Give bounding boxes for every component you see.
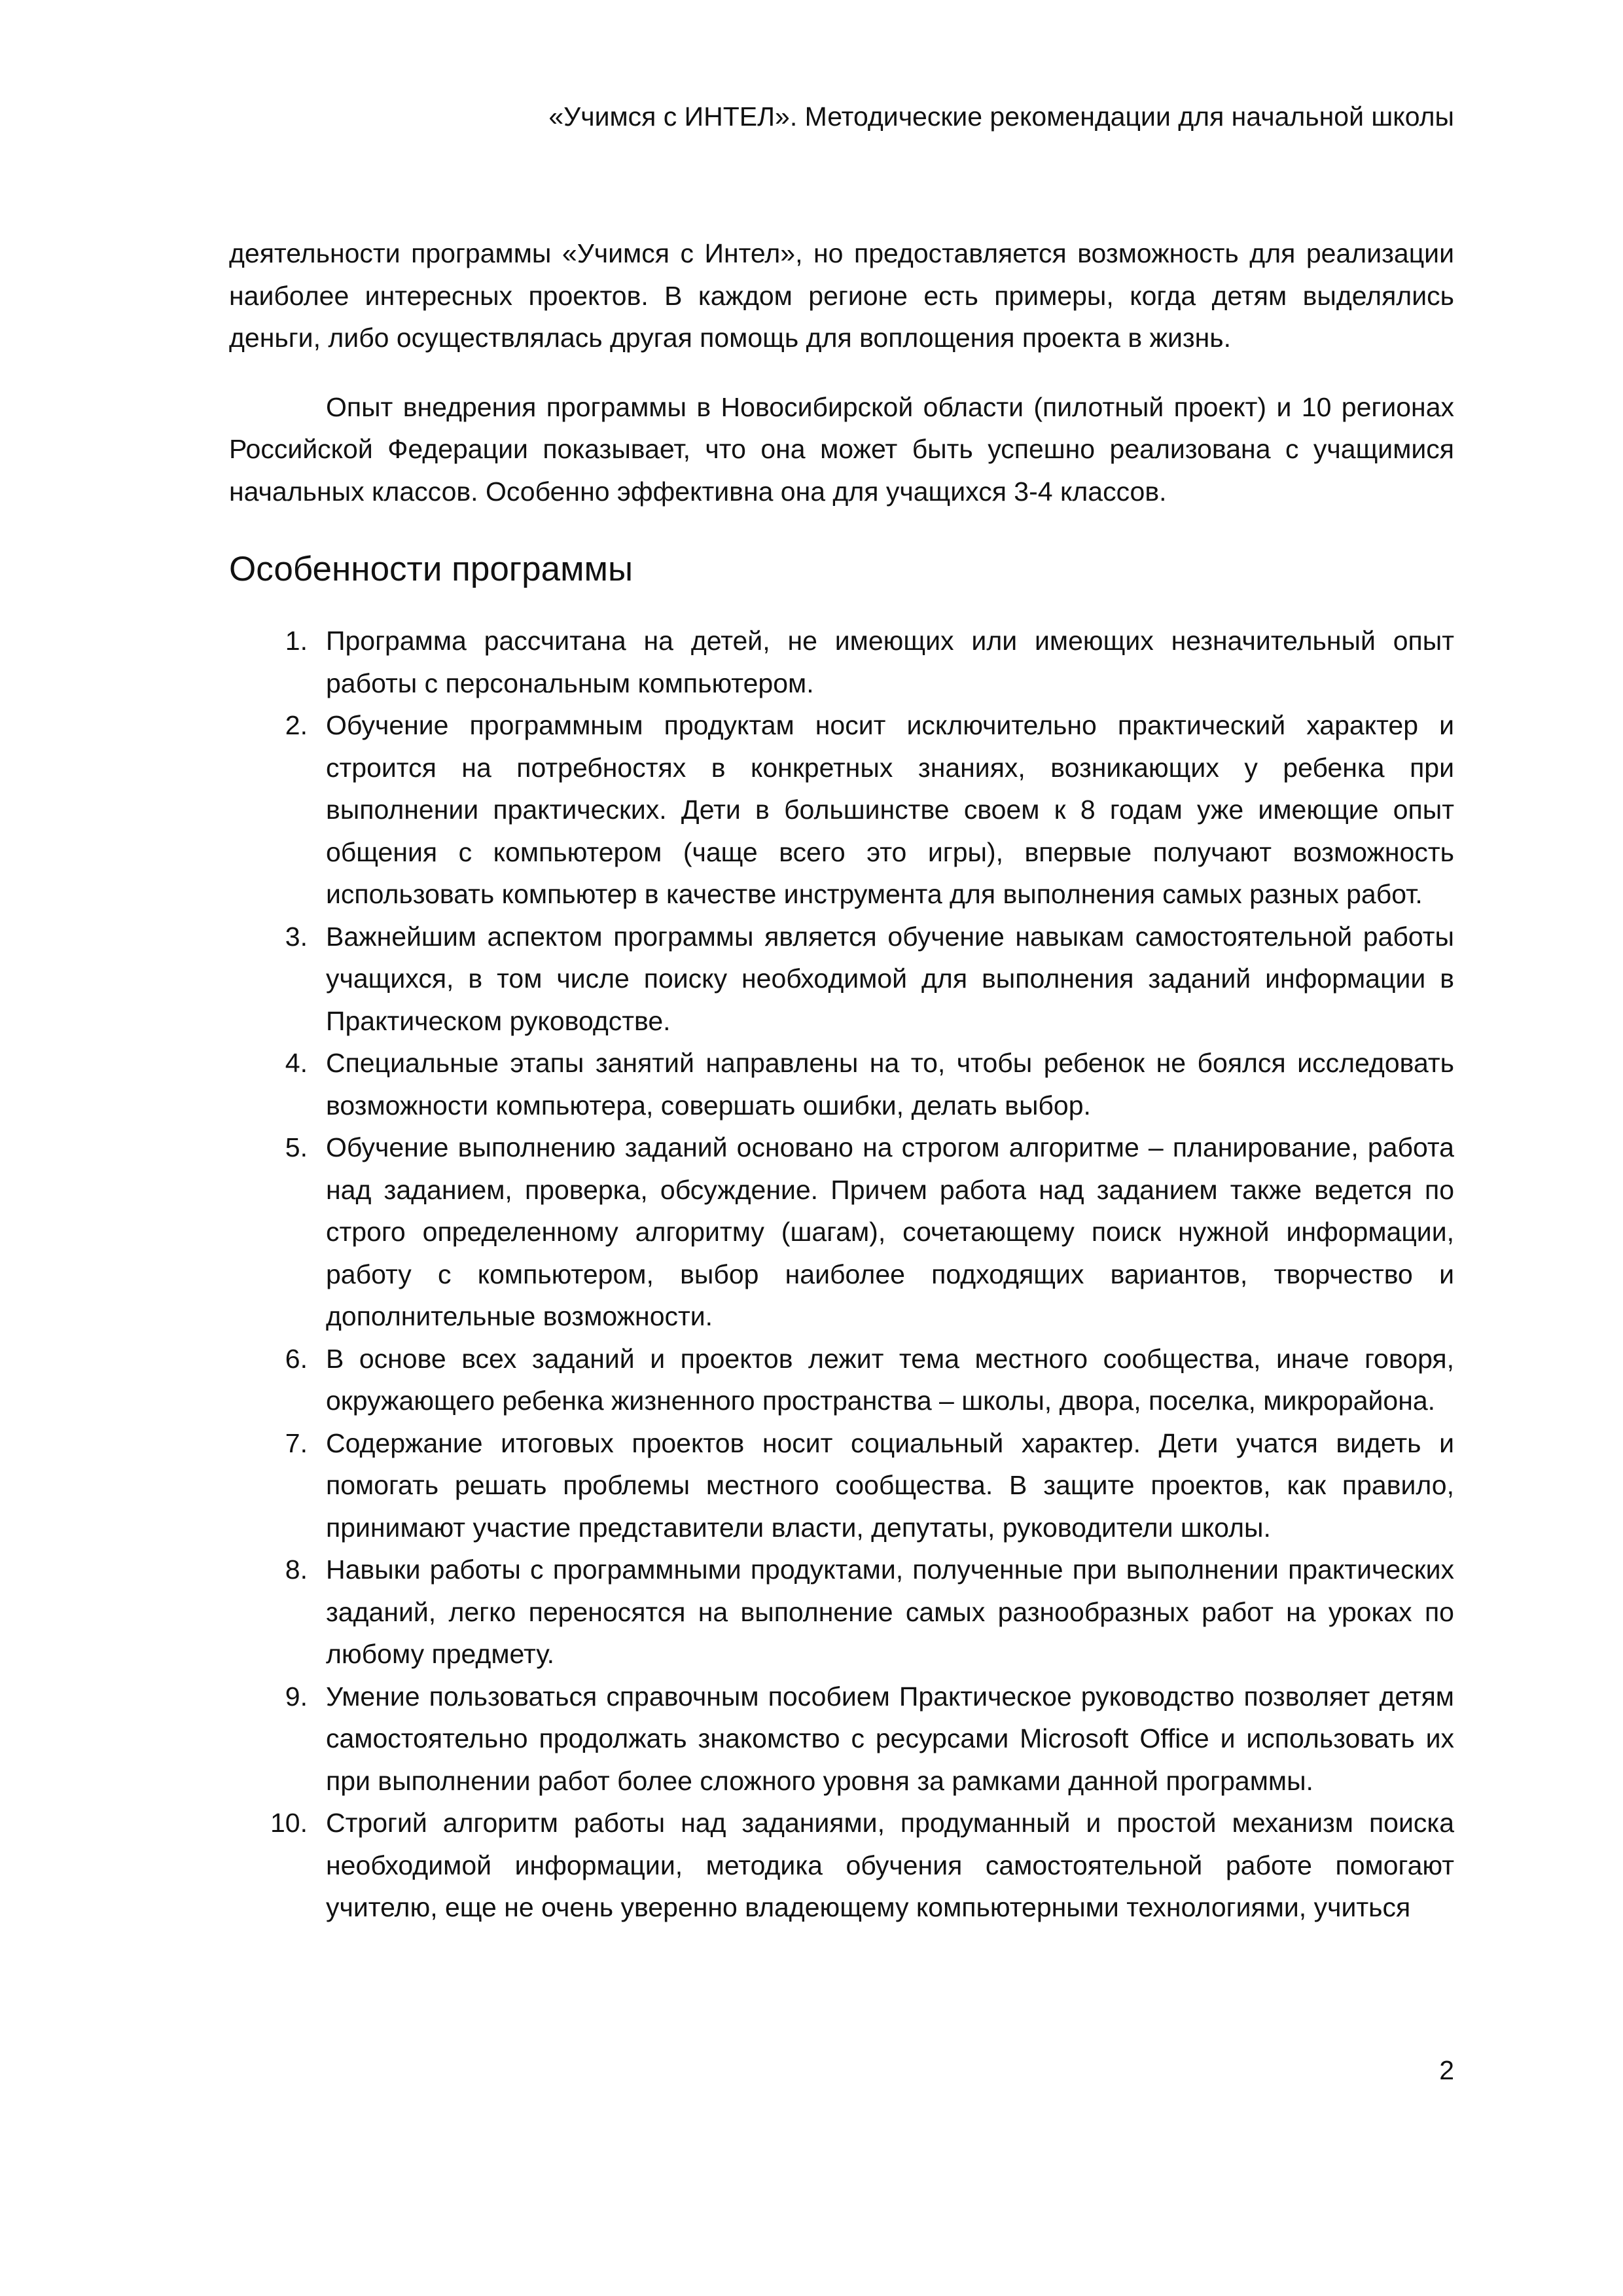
list-item-number: 7. [285,1427,308,1458]
page-content [229,232,1454,1929]
list-item-text: Навыки работы с программными продуктами, полученные при выполнении практических заданий, легко переносятся на выполнение самых разнообразных работ на уроках по любому предмету. [326,1554,1454,1669]
list-item-number: 10. [270,1808,308,1838]
list-item-text: В основе всех заданий и проектов лежит тема местного сообщества, иначе говоря, окружающего ребенка жизненного пространства – школы, двора, поселка, микрорайона. [326,1343,1454,1416]
section-title: Особенности программы [229,550,633,588]
list-item-number: 6. [285,1343,308,1374]
list-item [229,1338,1454,1422]
list-item-number: 8. [285,1554,308,1585]
list-item [229,916,1454,1043]
list-item-text: Обучение программным продуктам носит исключительно практический характер и строится на потребностях в конкретных знаниях, возникающих у ребенка при выполнении практических. Дети в большинстве своем к 8 годам уже имеющие опыт общения с компьютером (чаще всего это игры), впервые получают возможность использовать компьютер в качестве инструмента для выполнения самых разных работ. [326,710,1454,909]
list-item-text: Умение пользоваться справочным пособием Практическое руководство позволяет детям самостоятельно продолжать знакомство с ресурсами Microsoft Office и использовать их при выполнении работ более сложного уровня за рамками данной программы. [326,1681,1454,1796]
list-item [229,1042,1454,1126]
running-header: «Учимся с ИНТЕЛ». Методические рекомендации для начальной школы [548,101,1454,132]
list-item-number: 9. [285,1681,308,1712]
paragraph-pilot-experience: Опыт внедрения программы в Новосибирской области (пилотный проект) и 10 регионах Российской Федерации показывает, что она может быть успешно реализована с учащимися начальных классов. Особенно эффективна она для учащихся 3-4 классов. [229,391,1454,507]
list-item-text: Обучение выполнению заданий основано на строгом алгоритме – планирование, работа над заданием, проверка, обсуждение. Причем работа над заданием также ведется по строго определенному алгоритму (шагам), сочетающему поиск нужной информации, работу с компьютером, выбор наиболее подходящих вариантов, творчество и дополнительные возможности. [326,1132,1454,1331]
list-item [229,620,1454,704]
list-item [229,1126,1454,1338]
list-item [229,704,1454,916]
list-item-number: 4. [285,1048,308,1078]
list-item-number: 5. [285,1132,308,1162]
list-item-text: Программа рассчитана на детей, не имеющих или имеющих незначительный опыт работы с персональным компьютером. [326,626,1454,698]
paragraph-continuation: деятельности программы «Учимся с Интел», но предоставляется возможность для реализации наиболее интересных проектов. В каждом регионе есть примеры, когда детям выделялись деньги, либо осуществлялась другая помощь для воплощения проекта в жизнь. [229,238,1454,353]
list-item-text: Строгий алгоритм работы над заданиями, продуманный и простой механизм поиска необходимой информации, методика обучения самостоятельной работе помогают учителю, еще не очень уверенно владеющему компьютерными технологиями, учиться [326,1808,1454,1922]
page-number: 2 [1439,2055,1454,2085]
list-item-number: 1. [285,626,308,656]
list-item [229,1422,1454,1549]
features-list [229,620,1454,1929]
list-item [229,1676,1454,1803]
list-item-number: 2. [285,710,308,740]
list-item [229,1549,1454,1676]
list-item-text: Специальные этапы занятий направлены на то, чтобы ребенок не боялся исследовать возможности компьютера, совершать ошибки, делать выбор. [326,1048,1454,1121]
list-item-text: Содержание итоговых проектов носит социальный характер. Дети учатся видеть и помогать решать проблемы местного сообщества. В защите проектов, как правило, принимают участие представители власти, депутаты, руководители школы. [326,1427,1454,1543]
list-item-text: Важнейшим аспектом программы является обучение навыкам самостоятельной работы учащихся, в том числе поиску необходимой для выполнения заданий информации в Практическом руководстве. [326,921,1454,1036]
list-item-number: 3. [285,921,308,952]
list-item [229,1802,1454,1929]
